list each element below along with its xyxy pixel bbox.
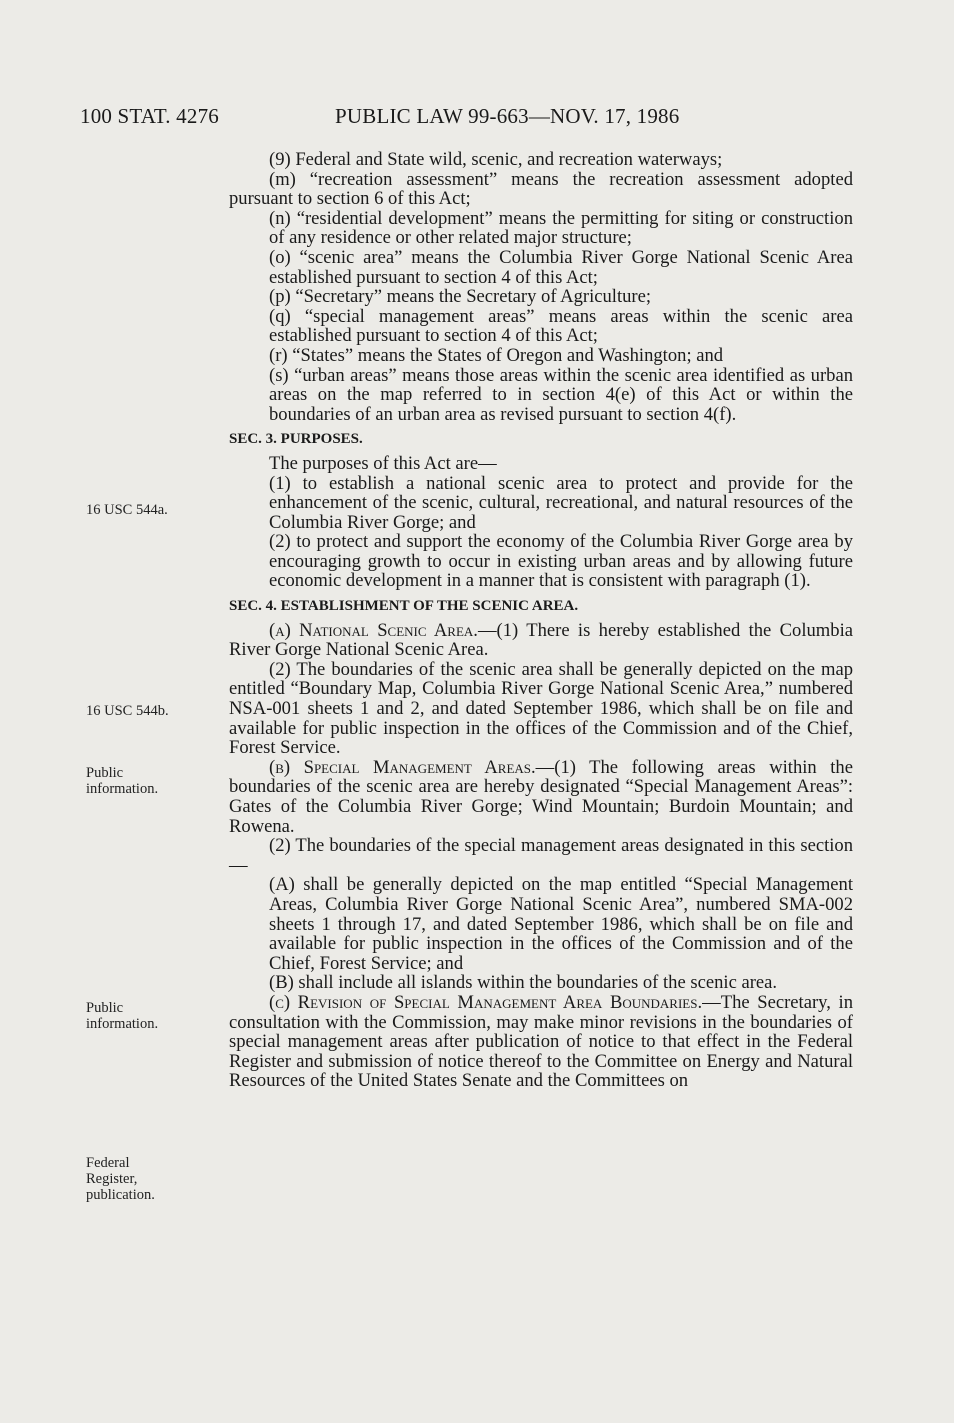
- definition-paragraph: (p) “Secretary” means the Secretary of Agriculture;: [269, 286, 652, 308]
- paragraph: (1) to establish a national scenic area to protect and provide for the enhancement of the scenic, cultural, recreational, and natural resources of the Columbia River Gorge; and: [269, 472, 853, 533]
- statute-page-number: 100 STAT. 4276: [80, 104, 219, 128]
- paragraph: (2) to protect and support the economy of the Columbia River Gorge area by encouraging growth to occur in existing urban areas and by allowing future economic development in a manner that is consistent with paragraph (1).: [269, 531, 853, 592]
- definition-paragraph: (m) “recreation assessment” means the recreation assessment adopted pursuant to section 6 of this Act;: [229, 168, 853, 210]
- definition-paragraph: (9) Federal and State wild, scenic, and recreation waterways;: [269, 149, 723, 170]
- margin-note-usc-544a: 16 USC 544a.: [86, 502, 168, 518]
- subsection-heading: (a) National Scenic Area.: [269, 619, 478, 641]
- definition-paragraph: (q) “special management areas” means areas within the scenic area established pursuant to section 4 of this Act;: [269, 305, 853, 347]
- subsection-heading: (c) Revision of Special Management Area Boundaries.: [269, 991, 703, 1013]
- body-text: [229, 150, 853, 1091]
- definition-paragraph: (o) “scenic area” means the Columbia River Gorge National Scenic Area established pursuant to section 4 of this Act;: [269, 246, 853, 288]
- paragraph: (A) shall be generally depicted on the map entitled “Special Management Areas, Columbia River Gorge National Scenic Area”, numbered SMA-002 sheets 1 through 17, and dated September 1986, which shall be on file and available for public inspection in the offices of the Commission and of the Chief, Forest Service; and: [269, 874, 853, 974]
- section-heading: SEC. 4. ESTABLISHMENT OF THE SCENIC AREA.: [229, 598, 579, 615]
- subsection-heading: (b) Special Management Areas.: [269, 756, 536, 778]
- subsection-b: (b) Special Management Areas.—(1) The following areas within the boundaries of the scenic area are hereby designated “Special Management Areas”: Gates of the Columbia River Gorge; Wind Mountain; Burdoin Mountain; and Rowena.: [229, 756, 853, 837]
- subsection-c: (c) Revision of Special Management Area Boundaries.—The Secretary, in consultation with the Commission, may make minor revisions in the boundaries of special management areas after publication of notice to that effect in the Federal Register and submission of notice thereof to the Committee on Energy and Natural Resources of the United States Senate and the Committees on: [229, 991, 853, 1092]
- public-law-citation: PUBLIC LAW 99-663—NOV. 17, 1986: [335, 104, 680, 128]
- paragraph: (2) The boundaries of the special management areas designated in this section—: [229, 835, 853, 876]
- paragraph: The purposes of this Act are—: [269, 452, 497, 474]
- section-heading: SEC. 3. PURPOSES.: [229, 431, 363, 448]
- paragraph: (2) The boundaries of the scenic area shall be generally depicted on the map entitled “Boundary Map, Columbia River Gorge National Scenic Area,” numbered NSA-001 sheets 1 and 2, and dated September 1986, which shall be on file and available for public inspection in the offices of the Commission and of the Chief, Forest Service.: [229, 658, 853, 759]
- margin-note-public-information: Public information.: [86, 1000, 159, 1032]
- margin-note-public-information: Public information.: [86, 765, 159, 797]
- margin-note-federal-register: Federal Register, publication.: [86, 1155, 155, 1203]
- paragraph: (B) shall include all islands within the boundaries of the scenic area.: [269, 972, 778, 994]
- definition-paragraph: (n) “residential development” means the permitting for siting or construction of any residence or other related major structure;: [269, 207, 853, 249]
- margin-note-usc-544b: 16 USC 544b.: [86, 703, 169, 719]
- definition-paragraph: (s) “urban areas” means those areas within the scenic area identified as urban areas on the map referred to in section 4(e) of this Act or within the boundaries of an urban area as revised pursuant to section 4(f).: [269, 364, 853, 425]
- definition-paragraph: (r) “States” means the States of Oregon and Washington; and: [269, 344, 724, 366]
- subsection-a: (a) National Scenic Area.—(1) There is hereby established the Columbia River Gorge National Scenic Area.: [229, 619, 853, 661]
